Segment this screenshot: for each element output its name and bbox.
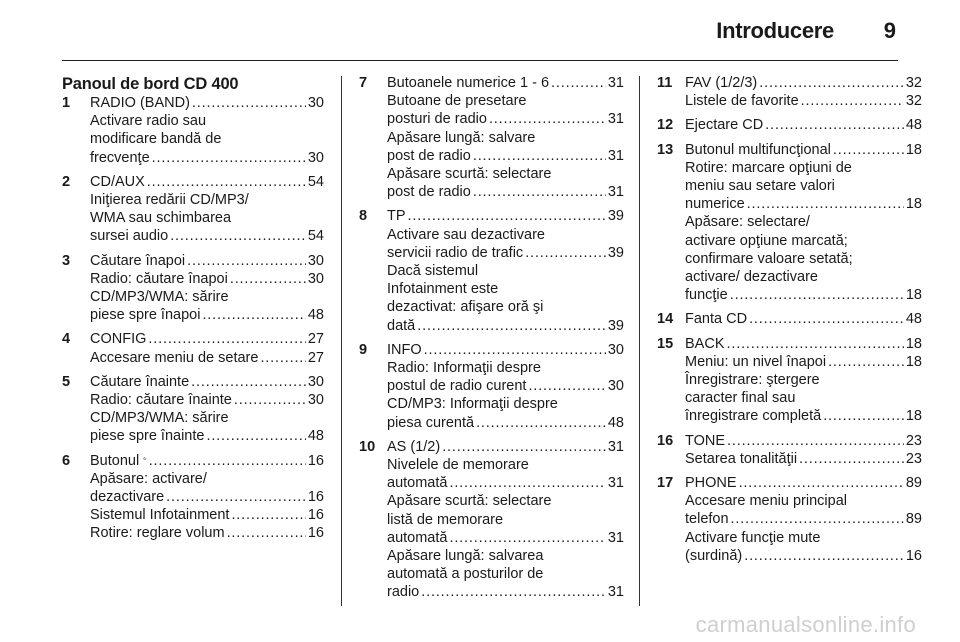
entry-text: dată <box>387 317 416 334</box>
entry-text: WMA sau schimbarea <box>90 210 232 227</box>
entry-text: post de radio <box>387 184 471 201</box>
index-entry <box>62 94 324 167</box>
entry-line <box>387 244 624 262</box>
page-ref: 31 <box>607 184 624 201</box>
entry-text: Activare sau dezactivare <box>387 226 545 243</box>
dot-leader <box>227 524 306 542</box>
dot-leader <box>823 407 904 425</box>
page-ref: 18 <box>905 408 922 425</box>
dot-leader <box>202 306 305 324</box>
entry-text: piese spre înainte <box>90 428 205 445</box>
page-title: Introducere <box>716 18 834 43</box>
dot-leader <box>230 270 306 288</box>
page-number: 9 <box>883 18 896 43</box>
entry-text: caracter final sau <box>685 390 796 407</box>
entry-text: Activare funcţie mute <box>685 529 821 546</box>
entry-line <box>90 227 324 245</box>
entry-line <box>387 280 624 298</box>
entry-line <box>387 147 624 165</box>
dot-leader <box>206 427 305 445</box>
entry-text: Radio: căutare înainte <box>90 392 232 409</box>
entry-text: Activare radio sau <box>90 113 207 130</box>
entry-line <box>387 110 624 128</box>
entry-text: Apăsare scurtă: selectare <box>387 166 552 183</box>
entry-line <box>387 377 624 395</box>
index-entry <box>62 330 324 366</box>
dot-leader <box>727 335 904 353</box>
entry-line <box>685 547 922 565</box>
entry-text: Căutare înainte <box>90 373 190 390</box>
entry-text: sursei audio <box>90 228 169 245</box>
dot-leader <box>234 391 306 409</box>
index-entry <box>657 141 922 305</box>
dot-leader <box>191 373 306 391</box>
entry-text: Sistemul Infotainment <box>90 507 230 524</box>
page-ref: 18 <box>905 335 922 352</box>
page-ref: 31 <box>607 438 624 455</box>
index-entry <box>657 310 922 328</box>
page-ref: 30 <box>307 270 324 287</box>
entry-line <box>685 268 922 286</box>
page-ref: 23 <box>905 432 922 449</box>
dot-leader <box>489 110 606 128</box>
entry-line <box>685 310 922 328</box>
entry-line <box>685 407 922 425</box>
entry-number: 5 <box>62 373 71 390</box>
entry-text: activare/ dezactivare <box>685 269 818 286</box>
entry-line <box>685 177 922 195</box>
entry-text: postul de radio curent <box>387 378 527 395</box>
page-ref: 30 <box>607 378 624 395</box>
index-entry <box>359 207 624 334</box>
entry-line <box>685 92 922 110</box>
page-ref: 16 <box>905 547 922 564</box>
dot-leader <box>759 74 904 92</box>
entry-line <box>387 207 624 225</box>
entry-text: AS (1/2) <box>387 438 441 455</box>
column-1 <box>62 74 324 549</box>
dot-leader <box>473 183 606 201</box>
entry-line <box>387 262 624 280</box>
entry-text: numerice <box>685 196 745 213</box>
page-ref: 39 <box>607 244 624 261</box>
entry-line <box>685 450 922 468</box>
dot-leader <box>149 452 306 470</box>
entry-text: Butoane de presetare <box>387 93 527 110</box>
entry-number: 11 <box>657 75 673 91</box>
dot-leader <box>476 414 606 432</box>
entry-number: 15 <box>657 335 674 352</box>
dot-leader <box>744 547 904 565</box>
entry-text: PHONE <box>685 475 737 492</box>
entry-line <box>387 74 624 92</box>
page-ref: 18 <box>905 353 922 370</box>
dot-leader <box>192 94 306 112</box>
entry-line <box>685 74 922 92</box>
page-ref: 48 <box>307 428 324 445</box>
page-ref: 48 <box>905 117 922 134</box>
page-ref: 16 <box>307 452 324 469</box>
page-ref: 31 <box>607 584 624 601</box>
entry-text: funcţie <box>685 287 728 304</box>
entry-line <box>90 209 324 227</box>
page-ref: 16 <box>307 489 324 506</box>
entry-text: frecvenţe <box>90 149 150 166</box>
entry-text: Setarea tonalităţii <box>685 450 798 467</box>
entry-line <box>90 391 324 409</box>
entry-text: FAV (1/2/3) <box>685 75 758 91</box>
entry-text: CD/MP3/WMA: sărire <box>90 410 229 427</box>
dot-leader <box>260 349 305 367</box>
entry-text: piesa curentă <box>387 414 475 431</box>
header-rule <box>62 60 898 61</box>
entry-number: 9 <box>359 341 368 358</box>
page-ref: 31 <box>607 529 624 546</box>
entry-line <box>685 529 922 547</box>
entry-text: Listele de favorite <box>685 93 799 110</box>
page-ref: 18 <box>905 287 922 304</box>
page-ref: 39 <box>607 317 624 334</box>
entry-line <box>90 373 324 391</box>
entry-line <box>685 159 922 177</box>
page-ref: 31 <box>607 111 624 128</box>
page-ref: 16 <box>307 525 324 542</box>
power-icon <box>143 453 147 464</box>
dot-leader <box>449 529 605 547</box>
dot-leader <box>170 227 306 245</box>
entry-line <box>685 353 922 371</box>
entry-number: 13 <box>657 141 674 158</box>
entry-line <box>387 583 624 601</box>
page-ref: 32 <box>905 93 922 110</box>
entry-text: meniu sau setare valori <box>685 178 835 195</box>
index-entry <box>657 116 922 134</box>
entry-text: automată <box>387 475 448 492</box>
entry-number: 12 <box>657 117 674 134</box>
dot-leader <box>551 74 606 92</box>
index-entry <box>657 74 922 110</box>
entry-text: Apăsare: selectare/ <box>685 214 810 231</box>
entry-line <box>685 389 922 407</box>
entry-line <box>387 565 624 583</box>
entry-text: Fanta CD <box>685 311 748 328</box>
entry-text: piese spre înapoi <box>90 307 201 324</box>
entry-line <box>90 252 324 270</box>
dot-leader <box>739 474 904 492</box>
entry-line <box>387 165 624 183</box>
dot-leader <box>749 310 904 328</box>
entry-line <box>685 510 922 528</box>
entry-text: Apăsare: activare/ <box>90 470 207 487</box>
dot-leader <box>152 149 306 167</box>
page-ref: 48 <box>905 311 922 328</box>
entry-line <box>685 492 922 510</box>
index-entry <box>62 373 324 446</box>
index-entry <box>62 173 324 246</box>
entry-text: dezactivare <box>90 489 165 506</box>
index-entry <box>62 252 324 325</box>
column-divider <box>341 76 342 606</box>
entry-line <box>90 452 324 470</box>
dot-leader <box>449 474 605 492</box>
dot-leader <box>765 116 904 134</box>
entry-text: BACK <box>685 335 725 352</box>
entry-text: RADIO (BAND) <box>90 95 190 111</box>
entry-text: servicii radio de trafic <box>387 244 524 261</box>
entry-line <box>387 511 624 529</box>
entry-line <box>685 195 922 213</box>
entry-line <box>90 130 324 148</box>
entry-line <box>387 529 624 547</box>
entry-line <box>90 488 324 506</box>
dot-leader <box>442 438 606 456</box>
entry-text: Nivelele de memorare <box>387 457 529 474</box>
entry-line <box>685 250 922 268</box>
entry-line <box>387 492 624 510</box>
dot-leader <box>148 330 305 348</box>
entry-line <box>387 414 624 432</box>
entry-text: Accesare meniu principal <box>685 493 847 510</box>
entry-text: telefon <box>685 511 729 528</box>
watermark: carmanualsonline.info <box>695 612 916 637</box>
entry-text: confirmare valoare setată; <box>685 250 853 267</box>
entry-number: 8 <box>359 208 368 225</box>
index-entry <box>657 474 922 565</box>
page-ref: 31 <box>607 475 624 492</box>
entry-number: 4 <box>62 331 71 348</box>
entry-text: Înregistrare: ştergere <box>685 372 820 389</box>
section-heading: Panoul de bord CD 400 <box>62 75 239 93</box>
entry-line <box>387 92 624 110</box>
entry-text: Căutare înapoi <box>90 252 186 269</box>
entry-text: TONE <box>685 432 726 449</box>
entry-number: 2 <box>62 173 71 190</box>
dot-leader <box>421 583 606 601</box>
entry-text: listă de memorare <box>387 511 504 528</box>
entry-text: CD/MP3: Informaţii despre <box>387 396 558 413</box>
dot-leader <box>747 195 904 213</box>
entry-text: Rotire: marcare opţiuni de <box>685 159 852 176</box>
page-ref: 30 <box>607 341 624 358</box>
entry-text: Iniţierea redării CD/MP3/ <box>90 192 249 209</box>
entry-text: automată <box>387 529 448 546</box>
dot-leader <box>727 432 904 450</box>
entry-line <box>90 288 324 306</box>
entry-text: Ejectare CD <box>685 117 764 134</box>
dot-leader <box>187 252 306 270</box>
dot-leader <box>525 244 606 262</box>
entry-text: CONFIG <box>90 331 147 348</box>
index-entry <box>359 341 624 432</box>
entry-text: (surdină) <box>685 547 743 564</box>
entry-line <box>685 474 922 492</box>
entry-line <box>90 330 324 348</box>
page-ref: 54 <box>307 173 324 190</box>
entry-line <box>685 232 922 250</box>
page-ref: 27 <box>307 349 324 366</box>
page-ref: 27 <box>307 331 324 348</box>
index-entry <box>657 335 922 426</box>
entry-number: 1 <box>62 95 71 111</box>
entry-text: activare opţiune marcată; <box>685 232 848 249</box>
entry-line <box>90 506 324 524</box>
dot-leader <box>166 488 306 506</box>
entry-line <box>387 341 624 359</box>
entry-line <box>90 427 324 445</box>
entry-line <box>685 335 922 353</box>
entry-line <box>387 183 624 201</box>
entry-line <box>387 456 624 474</box>
page-ref: 32 <box>905 75 922 91</box>
entry-line <box>685 432 922 450</box>
entry-text: automată a posturilor de <box>387 566 544 583</box>
entry-number: 17 <box>657 475 674 492</box>
entry-line <box>387 298 624 316</box>
dot-leader <box>147 173 306 191</box>
entry-line <box>387 438 624 456</box>
entry-line <box>685 286 922 304</box>
dot-leader <box>424 341 606 359</box>
page-header <box>62 14 898 48</box>
entry-text: Rotire: reglare volum <box>90 525 225 542</box>
entry-line <box>90 470 324 488</box>
entry-number: 6 <box>62 452 71 469</box>
entry-text: posturi de radio <box>387 111 487 128</box>
entry-text: CD/AUX <box>90 173 145 190</box>
page-ref: 30 <box>307 252 324 269</box>
dot-leader <box>828 353 904 371</box>
entry-line <box>387 547 624 565</box>
page-ref: 39 <box>607 208 624 225</box>
entry-text: Apăsare lungă: salvarea <box>387 548 544 565</box>
entry-text: Radio: Informaţii despre <box>387 360 541 377</box>
entry-number: 14 <box>657 311 674 328</box>
entry-number: 10 <box>359 438 376 455</box>
entry-text: modificare bandă de <box>90 131 222 148</box>
entry-text: Infotainment este <box>387 281 499 298</box>
page-ref: 89 <box>905 511 922 528</box>
column-divider <box>639 76 640 606</box>
column-3 <box>657 74 922 571</box>
page-ref: 30 <box>307 95 324 111</box>
entry-number: 16 <box>657 432 674 449</box>
entry-text: Butonul <box>90 452 140 469</box>
dot-leader <box>731 510 904 528</box>
entry-line <box>685 141 922 159</box>
entry-text: TP <box>387 208 406 225</box>
entry-line <box>90 94 324 112</box>
entry-text: Butoanele numerice 1 - 6 <box>387 75 550 91</box>
page-ref: 31 <box>607 75 624 91</box>
dot-leader <box>799 450 904 468</box>
page-ref: 54 <box>307 228 324 245</box>
entry-line <box>685 213 922 231</box>
page-ref: 30 <box>307 149 324 166</box>
entry-text: CD/MP3/WMA: sărire <box>90 289 229 306</box>
entry-line <box>387 129 624 147</box>
column-2 <box>359 74 624 608</box>
entry-text: Meniu: un nivel înapoi <box>685 353 827 370</box>
dot-leader <box>801 92 904 110</box>
entry-line <box>387 395 624 413</box>
entry-text: înregistrare completă <box>685 408 822 425</box>
entry-text: dezactivat: afişare oră şi <box>387 299 544 316</box>
entry-line <box>387 359 624 377</box>
entry-text: post de radio <box>387 147 471 164</box>
entry-line <box>90 270 324 288</box>
entry-line <box>90 191 324 209</box>
page-ref: 31 <box>607 147 624 164</box>
dot-leader <box>473 147 606 165</box>
index-entry <box>359 74 624 201</box>
entry-line <box>90 173 324 191</box>
dot-leader <box>528 377 605 395</box>
entry-line <box>685 116 922 134</box>
entry-text: Apăsare lungă: salvare <box>387 129 536 146</box>
entry-number: 7 <box>359 75 368 91</box>
page-ref: 18 <box>905 196 922 213</box>
entry-line <box>90 306 324 324</box>
entry-number: 3 <box>62 252 71 269</box>
dot-leader <box>417 317 606 335</box>
entry-text: Dacă sistemul <box>387 263 479 280</box>
page-ref: 48 <box>307 307 324 324</box>
entry-text: radio <box>387 584 420 601</box>
page-ref: 18 <box>905 141 922 158</box>
page-ref: 23 <box>905 450 922 467</box>
entry-text: Butonul multifuncţional <box>685 141 831 158</box>
page-ref: 30 <box>307 373 324 390</box>
entry-line <box>387 317 624 335</box>
dot-leader <box>730 286 904 304</box>
entry-line <box>90 349 324 367</box>
dot-leader <box>833 141 904 159</box>
entry-text: Accesare meniu de setare <box>90 349 259 366</box>
page-ref: 89 <box>905 475 922 492</box>
entry-text: Radio: căutare înapoi <box>90 270 228 287</box>
index-entry <box>62 452 324 543</box>
index-entry <box>657 432 922 468</box>
entry-line <box>685 371 922 389</box>
page-ref: 48 <box>607 414 624 431</box>
entry-line <box>90 524 324 542</box>
entry-line <box>90 112 324 130</box>
page-ref: 30 <box>307 392 324 409</box>
entry-line <box>90 149 324 167</box>
entry-line <box>387 226 624 244</box>
entry-text: Apăsare scurtă: selectare <box>387 493 552 510</box>
dot-leader <box>408 207 606 225</box>
entry-line <box>90 409 324 427</box>
entry-line <box>387 474 624 492</box>
entry-text: INFO <box>387 341 422 358</box>
index-entry <box>359 438 624 602</box>
page-ref: 16 <box>307 507 324 524</box>
dot-leader <box>231 506 305 524</box>
